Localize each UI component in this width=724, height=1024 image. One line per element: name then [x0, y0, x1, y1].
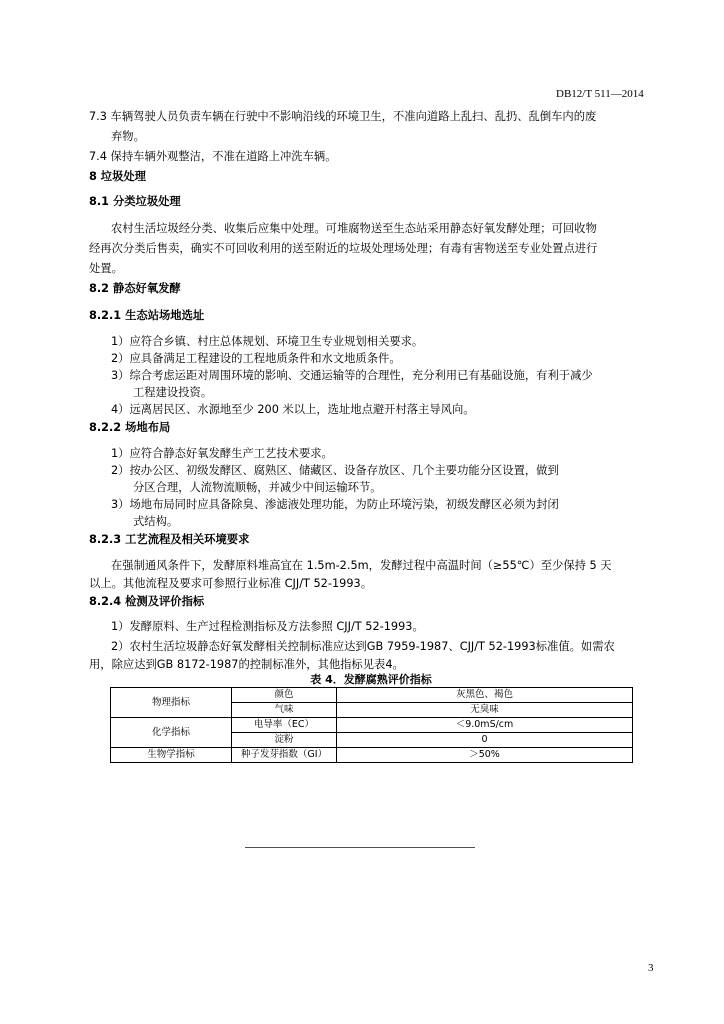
- section-8-heading: 8 垃圾处理: [89, 170, 146, 183]
- clause-7-4: 7.4 保持车辆外观整洁，不准在道路上冲洗车辆。: [89, 150, 337, 163]
- section-8-2-4-line2: 2）农村生活垃圾静态好氧发酵相关控制标准应达到GB 7959-1987、CJJ/T 52-1993标准值。如需农: [111, 640, 615, 653]
- table-cell-item: 电导率（EC）: [232, 718, 337, 733]
- table-cell-value: ＜9.0mS/cm: [337, 718, 633, 733]
- list-item-continuation: 工程建设投资。: [133, 386, 213, 399]
- table-cell-item: 颜色: [232, 688, 337, 703]
- section-8-2-3-heading: 8.2.3 工艺流程及相关环境要求: [89, 533, 250, 546]
- table-cell-category: 生物学指标: [111, 748, 232, 763]
- doc-code: DB12/T 511—2014: [556, 88, 644, 100]
- clause-7-3-line1: 7.3 车辆驾驶人员负责车辆在行驶中不影响沿线的环境卫生，不准向道路上乱扫、乱扔、乱倒车内的废: [89, 110, 597, 123]
- section-8-2-heading: 8.2 静态好氧发酵: [89, 282, 181, 295]
- section-8-2-4-line1: 1）发酵原料、生产过程检测指标及方法参照 CJJ/T 52-1993。: [111, 620, 424, 633]
- page-number: 3: [648, 962, 654, 974]
- list-item-continuation: 式结构。: [133, 515, 179, 528]
- section-8-1-line3: 处置。: [89, 262, 123, 275]
- table-cell-item: 气味: [232, 703, 337, 718]
- list-item: 1）应符合乡镇、村庄总体规划、环境卫生专业规划相关要求。: [111, 335, 424, 348]
- table-cell-category: 物理指标: [111, 688, 232, 718]
- table-cell-item: 种子发芽指数（GI）: [232, 748, 337, 763]
- section-8-1-line1: 农村生活垃圾经分类、收集后应集中处理。可堆腐物送至生态站采用静态好氧发酵处理；可回收物: [111, 222, 597, 235]
- table-cell-value: 0: [337, 733, 633, 748]
- list-item-continuation: 分区合理，人流物流顺畅，并减少中间运输环节。: [133, 481, 382, 494]
- table-cell-item: 淀粉: [232, 733, 337, 748]
- table-cell-value: 无臭味: [337, 703, 633, 718]
- list-item: 2）按办公区、初级发酵区、腐熟区、储藏区、设备存放区、几个主要功能分区设置，做到: [111, 464, 559, 477]
- section-8-1-heading: 8.1 分类垃圾处理: [89, 195, 181, 208]
- section-8-2-3-line2: 以上。其他流程及要求可参照行业标准 CJJ/T 52-1993。: [89, 577, 372, 590]
- section-8-2-4-heading: 8.2.4 检测及评价指标: [89, 595, 205, 608]
- list-item: 4）远离居民区、水源地至少 200 米以上，选址地点避开村落主导风向。: [111, 403, 475, 416]
- table-caption: 表 4．发酵腐熟评价指标: [310, 673, 432, 686]
- section-8-2-3-line1: 在强制通风条件下，发酵原料堆高宜在 1.5m-2.5m，发酵过程中高温时间（≥55℃）至少保持 5 天: [111, 559, 612, 572]
- table-cell-category: 化学指标: [111, 718, 232, 748]
- list-item: 3）场地布局同时应具备除臭、渗滤液处理功能，为防止环境污染，初级发酵区必须为封闭: [111, 498, 559, 511]
- evaluation-table: [110, 687, 633, 763]
- table-row: [111, 748, 633, 763]
- table-row: [111, 688, 633, 703]
- section-8-2-4-line3: 用，除应达到GB 8172-1987的控制标准外，其他指标见表4。: [89, 658, 404, 671]
- section-8-2-1-heading: 8.2.1 生态站场地选址: [89, 309, 205, 322]
- list-item: 3）综合考虑运距对周围环境的影响、交通运输等的合理性，充分利用已有基础设施，有利于减少: [111, 369, 593, 382]
- end-rule: [245, 847, 475, 848]
- clause-7-3-line2: 弃物。: [111, 130, 145, 143]
- list-item: 2）应具备满足工程建设的工程地质条件和水文地质条件。: [111, 352, 401, 365]
- section-8-2-2-heading: 8.2.2 场地布局: [89, 421, 171, 434]
- table-row: [111, 718, 633, 733]
- list-item: 1）应符合静态好氧发酵生产工艺技术要求。: [111, 447, 333, 460]
- section-8-1-line2: 经再次分类后售卖，确实不可回收利用的送至附近的垃圾处理场处理；有毒有害物送至专业处置点进行: [89, 242, 598, 255]
- table-cell-value: ＞50%: [337, 748, 633, 763]
- table-cell-value: 灰黑色、褐色: [337, 688, 633, 703]
